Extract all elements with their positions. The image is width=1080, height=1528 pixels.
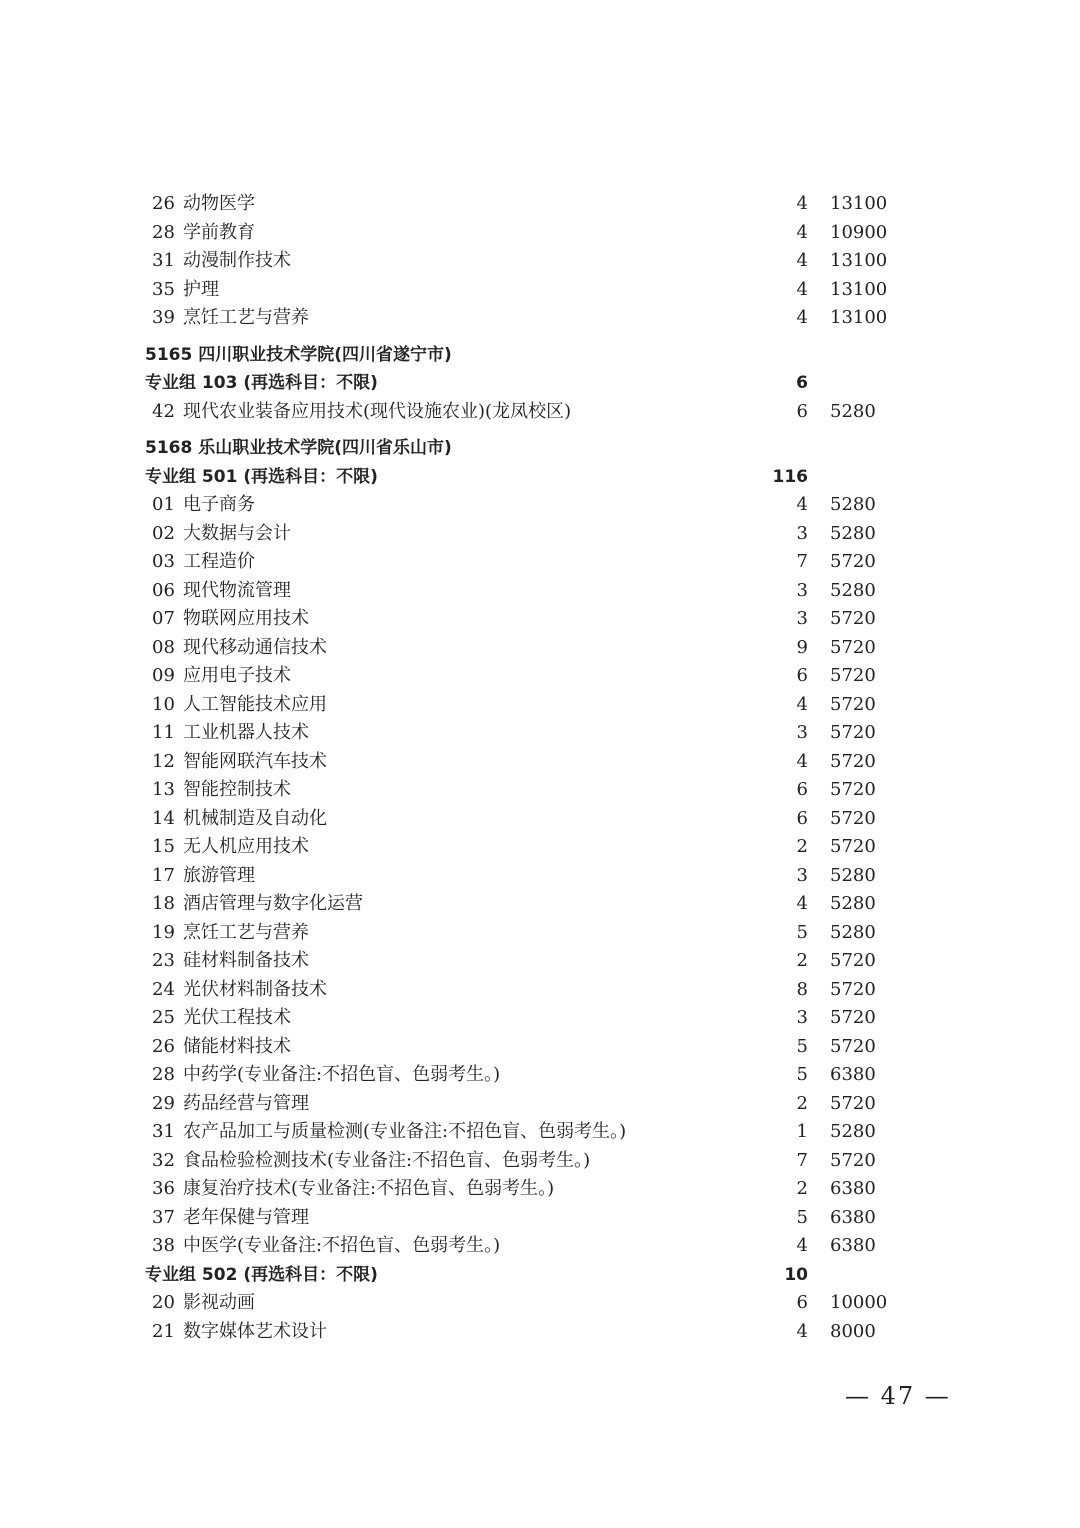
major-name: 人工智能技术应用	[183, 693, 327, 715]
tuition-fee: 5720	[830, 978, 876, 1000]
major-row	[0, 398, 1080, 427]
major-row	[0, 748, 1080, 777]
major-name: 大数据与会计	[183, 522, 291, 544]
major-row	[0, 1118, 1080, 1147]
major-code: 07	[152, 608, 175, 629]
tuition-fee: 5720	[830, 1035, 876, 1057]
plan-count: 7	[796, 1149, 808, 1171]
tuition-fee: 5720	[830, 722, 876, 743]
major-row	[0, 605, 1080, 634]
major-code: 01	[152, 494, 175, 515]
major-name: 中药学(专业备注:不招色盲、色弱考生。)	[183, 1064, 501, 1085]
major-code: 19	[152, 921, 175, 943]
major-row	[0, 190, 1080, 219]
major-code: 37	[152, 1206, 175, 1228]
major-group-header	[0, 1261, 1080, 1290]
tuition-fee: 13100	[830, 278, 888, 300]
major-code: 06	[152, 579, 175, 601]
tuition-fee: 5720	[830, 636, 876, 658]
major-row	[0, 947, 1080, 976]
major-group-header	[0, 463, 1080, 492]
plan-count: 3	[796, 579, 808, 601]
major-row	[0, 1090, 1080, 1119]
tuition-fee: 10000	[830, 1292, 888, 1313]
tuition-fee: 13100	[830, 193, 888, 214]
major-name: 电子商务	[183, 494, 255, 515]
tuition-fee: 5280	[830, 921, 876, 943]
major-row	[0, 276, 1080, 305]
major-row	[0, 662, 1080, 691]
plan-count: 6	[796, 400, 808, 422]
major-row	[0, 634, 1080, 663]
major-code: 13	[152, 779, 175, 800]
major-row	[0, 719, 1080, 748]
major-code: 32	[152, 1149, 175, 1171]
plan-count: 2	[796, 1092, 808, 1114]
plan-count: 4	[796, 221, 808, 243]
plan-count: 4	[796, 307, 808, 328]
major-name: 影视动画	[183, 1292, 255, 1313]
major-name: 中医学(专业备注:不招色盲、色弱考生。)	[183, 1235, 501, 1256]
major-row	[0, 1004, 1080, 1033]
plan-count: 3	[796, 722, 808, 743]
plan-count: 2	[796, 950, 808, 971]
plan-count: 8	[796, 978, 808, 1000]
page-number: — 47 —	[845, 1382, 951, 1410]
major-code: 15	[152, 836, 175, 857]
tuition-fee: 13100	[830, 250, 888, 271]
major-name: 现代移动通信技术	[183, 636, 327, 658]
admission-plan-table	[0, 190, 1080, 1346]
tuition-fee: 5720	[830, 693, 876, 715]
major-name: 现代物流管理	[183, 579, 291, 601]
major-code: 24	[152, 978, 175, 1000]
major-code: 38	[152, 1235, 175, 1256]
major-row	[0, 919, 1080, 948]
major-name: 无人机应用技术	[183, 836, 309, 857]
group-title: 专业组 502 (再选科目：不限)	[145, 1264, 378, 1285]
plan-count: 5	[796, 1206, 808, 1228]
major-code: 31	[152, 1121, 175, 1142]
major-row	[0, 247, 1080, 276]
major-row	[0, 1289, 1080, 1318]
major-code: 10	[152, 693, 175, 715]
major-code: 09	[152, 665, 175, 686]
plan-count: 3	[796, 608, 808, 629]
school-header	[0, 341, 1080, 370]
major-name: 智能控制技术	[183, 779, 291, 800]
major-name: 工程造价	[183, 551, 255, 572]
major-code: 28	[152, 1064, 175, 1085]
major-code: 11	[152, 722, 175, 743]
major-code: 18	[152, 893, 175, 914]
tuition-fee: 6380	[830, 1235, 876, 1256]
major-name: 物联网应用技术	[183, 608, 309, 629]
major-code: 21	[152, 1320, 175, 1342]
major-row	[0, 219, 1080, 248]
major-row	[0, 1318, 1080, 1347]
major-code: 36	[152, 1178, 175, 1199]
major-name: 工业机器人技术	[183, 722, 309, 743]
plan-count: 1	[796, 1121, 808, 1142]
plan-count: 6	[796, 1292, 808, 1313]
tuition-fee: 5720	[830, 779, 876, 800]
plan-count: 4	[796, 250, 808, 271]
major-name: 食品检验检测技术(专业备注:不招色盲、色弱考生。)	[183, 1149, 591, 1171]
major-row	[0, 1033, 1080, 1062]
major-row	[0, 976, 1080, 1005]
major-name: 动漫制作技术	[183, 250, 291, 271]
major-name: 智能网联汽车技术	[183, 750, 327, 772]
major-row	[0, 890, 1080, 919]
major-row	[0, 862, 1080, 891]
major-code: 39	[152, 307, 175, 328]
tuition-fee: 5720	[830, 750, 876, 772]
major-name: 老年保健与管理	[183, 1206, 309, 1228]
plan-count: 5	[796, 1035, 808, 1057]
tuition-fee: 5280	[830, 893, 876, 914]
major-code: 28	[152, 221, 175, 243]
plan-count: 7	[796, 551, 808, 572]
major-name: 酒店管理与数字化运营	[183, 893, 363, 914]
major-row	[0, 833, 1080, 862]
major-name: 光伏材料制备技术	[183, 978, 327, 1000]
school-header	[0, 434, 1080, 463]
major-name: 光伏工程技术	[183, 1007, 291, 1028]
tuition-fee: 5280	[830, 864, 876, 886]
tuition-fee: 8000	[830, 1320, 876, 1342]
major-code: 20	[152, 1292, 175, 1313]
major-code: 14	[152, 807, 175, 829]
group-title: 专业组 103 (再选科目：不限)	[145, 373, 378, 393]
tuition-fee: 5720	[830, 950, 876, 971]
plan-count: 9	[796, 636, 808, 658]
plan-count: 4	[796, 278, 808, 300]
major-code: 02	[152, 522, 175, 544]
major-name: 烹饪工艺与营养	[183, 307, 309, 328]
major-code: 35	[152, 278, 175, 300]
major-row	[0, 1232, 1080, 1261]
major-row	[0, 1175, 1080, 1204]
major-row	[0, 491, 1080, 520]
tuition-fee: 10900	[830, 221, 888, 243]
major-name: 现代农业装备应用技术(现代设施农业)(龙凤校区)	[183, 400, 572, 422]
plan-count: 6	[796, 807, 808, 829]
group-plan-count: 10	[784, 1264, 808, 1285]
major-row	[0, 691, 1080, 720]
plan-count: 6	[796, 665, 808, 686]
major-name: 农产品加工与质量检测(专业备注:不招色盲、色弱考生。)	[183, 1121, 627, 1142]
major-name: 药品经营与管理	[183, 1092, 309, 1114]
tuition-fee: 5280	[830, 494, 876, 515]
plan-count: 4	[796, 693, 808, 715]
plan-count: 2	[796, 1178, 808, 1199]
school-title: 5165 四川职业技术学院(四川省遂宁市)	[145, 344, 452, 365]
major-code: 17	[152, 864, 175, 886]
plan-count: 4	[796, 750, 808, 772]
major-name: 数字媒体艺术设计	[183, 1320, 327, 1342]
plan-count: 5	[796, 1064, 808, 1085]
group-plan-count: 6	[796, 373, 808, 393]
major-name: 硅材料制备技术	[183, 950, 309, 971]
tuition-fee: 5280	[830, 400, 876, 422]
major-name: 应用电子技术	[183, 665, 291, 686]
plan-count: 6	[796, 779, 808, 800]
plan-count: 5	[796, 921, 808, 943]
plan-count: 4	[796, 1235, 808, 1256]
tuition-fee: 6380	[830, 1178, 876, 1199]
major-row	[0, 577, 1080, 606]
major-code: 31	[152, 250, 175, 271]
major-code: 26	[152, 193, 175, 214]
plan-count: 3	[796, 1007, 808, 1028]
major-name: 康复治疗技术(专业备注:不招色盲、色弱考生。)	[183, 1178, 555, 1199]
major-code: 23	[152, 950, 175, 971]
major-row	[0, 304, 1080, 333]
tuition-fee: 5720	[830, 665, 876, 686]
tuition-fee: 6380	[830, 1064, 876, 1085]
plan-count: 4	[796, 193, 808, 214]
major-code: 12	[152, 750, 175, 772]
tuition-fee: 5720	[830, 1092, 876, 1114]
major-row	[0, 1204, 1080, 1233]
tuition-fee: 5720	[830, 807, 876, 829]
school-title: 5168 乐山职业技术学院(四川省乐山市)	[145, 438, 452, 458]
tuition-fee: 13100	[830, 307, 888, 328]
major-row	[0, 776, 1080, 805]
plan-count: 2	[796, 836, 808, 857]
major-code: 25	[152, 1007, 175, 1028]
tuition-fee: 5280	[830, 1121, 876, 1142]
tuition-fee: 5720	[830, 551, 876, 572]
major-name: 储能材料技术	[183, 1035, 291, 1057]
major-row	[0, 1061, 1080, 1090]
major-row	[0, 1147, 1080, 1176]
tuition-fee: 5720	[830, 1007, 876, 1028]
plan-count: 4	[796, 494, 808, 515]
major-group-header	[0, 369, 1080, 398]
plan-count: 3	[796, 522, 808, 544]
major-name: 动物医学	[183, 193, 255, 214]
major-code: 03	[152, 551, 175, 572]
group-plan-count: 116	[772, 466, 808, 487]
major-code: 29	[152, 1092, 175, 1114]
group-title: 专业组 501 (再选科目：不限)	[145, 466, 378, 487]
plan-count: 4	[796, 1320, 808, 1342]
plan-count: 4	[796, 893, 808, 914]
major-row	[0, 548, 1080, 577]
major-code: 26	[152, 1035, 175, 1057]
major-code: 42	[152, 400, 175, 422]
tuition-fee: 5720	[830, 608, 876, 629]
plan-count: 3	[796, 864, 808, 886]
major-name: 护理	[183, 278, 219, 300]
tuition-fee: 5720	[830, 836, 876, 857]
major-name: 学前教育	[183, 221, 255, 243]
tuition-fee: 5280	[830, 579, 876, 601]
major-name: 旅游管理	[183, 864, 255, 886]
major-row	[0, 520, 1080, 549]
major-name: 机械制造及自动化	[183, 807, 327, 829]
tuition-fee: 5280	[830, 522, 876, 544]
major-code: 08	[152, 636, 175, 658]
tuition-fee: 5720	[830, 1149, 876, 1171]
tuition-fee: 6380	[830, 1206, 876, 1228]
major-name: 烹饪工艺与营养	[183, 921, 309, 943]
major-row	[0, 805, 1080, 834]
